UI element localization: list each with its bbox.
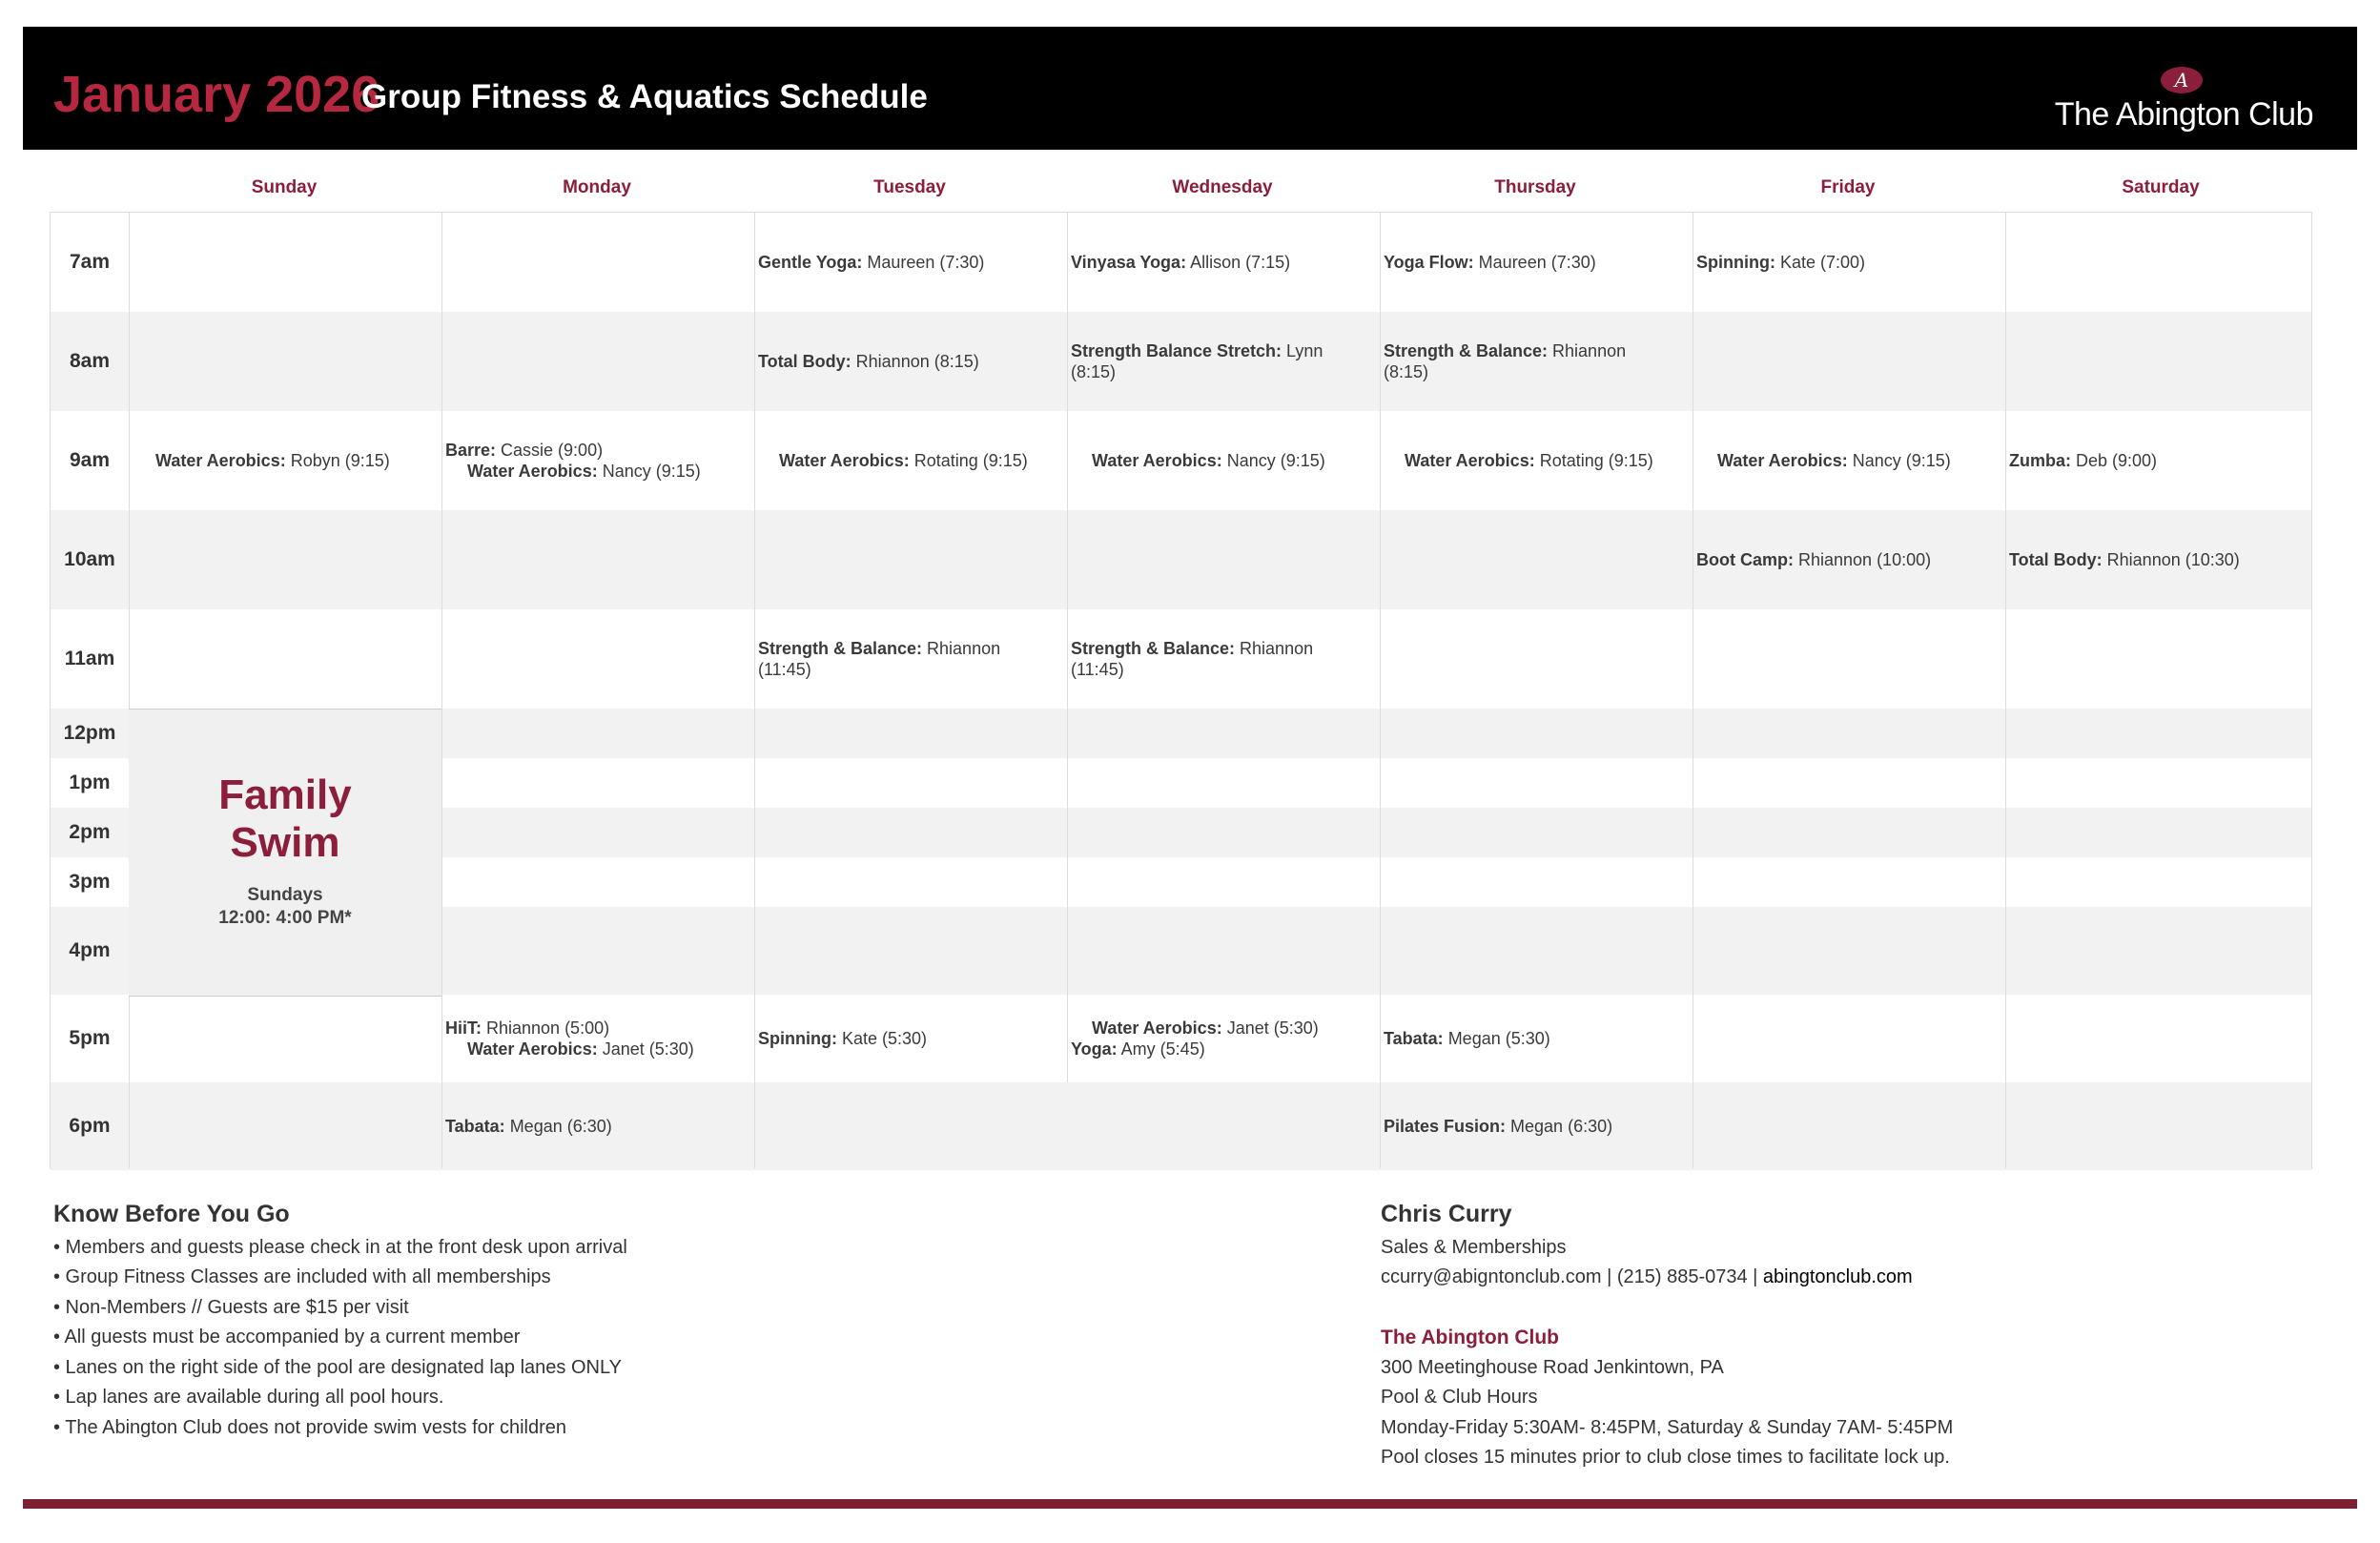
column-divider <box>129 213 130 1168</box>
column-divider <box>2005 213 2006 1168</box>
rule-item: • Group Fitness Classes are included with all memberships <box>53 1266 551 1287</box>
class-entry: Boot Camp: Rhiannon (10:00) <box>1696 550 1932 569</box>
class-entry: Tabata: Megan (6:30) <box>445 1117 612 1136</box>
day-wednesday: Wednesday <box>1172 177 1273 197</box>
class-entry: Water Aerobics: Janet (5:30) <box>467 1039 694 1059</box>
day-saturday: Saturday <box>2122 177 2200 197</box>
family-swim-days: Sundays <box>247 885 323 905</box>
class-entry: Water Aerobics: Nancy (9:15) <box>1717 451 1951 470</box>
class-entry: Strength Balance Stretch: Lynn (8:15) <box>1071 341 1323 381</box>
rule-item: • Non-Members // Guests are $15 per visit <box>53 1297 409 1318</box>
time-label: 5pm <box>69 1027 111 1049</box>
family-swim-title: Family <box>218 772 352 818</box>
time-label: 1pm <box>69 772 111 793</box>
class-entry: Water Aerobics: Rotating (9:15) <box>1405 451 1653 470</box>
class-entry: Water Aerobics: Nancy (9:15) <box>1092 451 1325 470</box>
class-entry: Strength & Balance: Rhiannon (8:15) <box>1384 341 1627 381</box>
class-entry: Yoga: Amy (5:45) <box>1071 1039 1205 1059</box>
day-friday: Friday <box>1820 177 1876 197</box>
class-entry: Water Aerobics: Robyn (9:15) <box>155 451 390 470</box>
pool-close-note: Pool closes 15 minutes prior to club close times to facilitate lock up. <box>1381 1447 1950 1468</box>
contact-name: Chris Curry <box>1381 1201 1512 1227</box>
class-entry: Total Body: Rhiannon (8:15) <box>758 352 979 371</box>
schedule-month: January 2026 <box>53 66 380 123</box>
class-entry: Spinning: Kate (5:30) <box>758 1029 928 1048</box>
day-sunday: Sunday <box>251 177 318 197</box>
club-logo <box>2037 67 2313 134</box>
column-divider <box>754 213 755 1168</box>
family-swim-block <box>129 709 441 997</box>
class-entry: Tabata: Megan (5:30) <box>1384 1029 1550 1048</box>
time-label: 2pm <box>69 821 111 843</box>
contact-details <box>1381 1266 1913 1288</box>
class-entry: Spinning: Kate (7:00) <box>1696 253 1866 272</box>
class-entry: Water Aerobics: Janet (5:30) <box>1092 1018 1319 1038</box>
class-entry: Gentle Yoga: Maureen (7:30) <box>758 253 985 272</box>
time-label: 4pm <box>69 939 111 961</box>
time-label: 7am <box>69 251 111 273</box>
contact-role: Sales & Memberships <box>1381 1237 1567 1258</box>
schedule-title: Group Fitness & Aquatics Schedule <box>361 78 928 115</box>
day-monday: Monday <box>563 177 631 197</box>
schedule-grid <box>50 212 2312 1169</box>
class-entry: Strength & Balance: Rhiannon (11:45) <box>1071 639 1314 679</box>
time-label: 6pm <box>69 1115 111 1137</box>
rule-item: • All guests must be accompanied by a current member <box>53 1327 521 1348</box>
time-label: 11am <box>64 648 115 669</box>
column-divider <box>1380 213 1381 1168</box>
website-link[interactable]: abingtonclub.com <box>1762 1266 1913 1287</box>
day-thursday: Thursday <box>1494 177 1576 197</box>
class-entry: Water Aerobics: Rotating (9:15) <box>779 451 1028 470</box>
logo-text: The Abington Club <box>2054 96 2313 133</box>
rule-item: • The Abington Club does not provide swim vests for children <box>53 1417 567 1438</box>
class-entry: Zumba: Deb (9:00) <box>2009 451 2158 470</box>
club-name: The Abington Club <box>1381 1327 1560 1348</box>
family-swim-title: Swim <box>230 819 340 866</box>
family-swim-hours: 12:00: 4:00 PM* <box>218 908 352 928</box>
class-entry: Vinyasa Yoga: Allison (7:15) <box>1071 253 1291 272</box>
column-divider <box>441 213 442 1168</box>
logo-mark-icon: A <box>2161 67 2203 93</box>
class-entry: Strength & Balance: Rhiannon (11:45) <box>758 639 1001 679</box>
time-label: 3pm <box>69 871 111 893</box>
time-label: 10am <box>64 548 115 570</box>
time-label: 8am <box>69 350 111 372</box>
class-entry: HiiT: Rhiannon (5:00) <box>445 1018 610 1038</box>
class-entry: Barre: Cassie (9:00) <box>445 441 604 460</box>
time-label: 9am <box>69 449 111 471</box>
class-entry: Yoga Flow: Maureen (7:30) <box>1384 253 1596 272</box>
rule-item: • Lanes on the right side of the pool are designated lap lanes ONLY <box>53 1357 622 1378</box>
bottom-rule <box>23 1499 2357 1509</box>
club-hours: Monday-Friday 5:30AM- 8:45PM, Saturday & Sunday 7AM- 5:45PM <box>1381 1417 1954 1438</box>
row-band <box>51 1082 2311 1170</box>
column-divider <box>1067 213 1068 1082</box>
rule-item: • Lap lanes are available during all pool hours. <box>53 1387 444 1408</box>
day-headers <box>50 177 2313 200</box>
know-before-title: Know Before You Go <box>53 1201 290 1227</box>
time-label: 12pm <box>63 722 116 744</box>
contact-email-phone: ccurry@abigntonclub.com | (215) 885-0734 | <box>1381 1266 1763 1287</box>
rule-item: • Members and guests please check in at the front desk upon arrival <box>53 1237 627 1258</box>
class-entry: Water Aerobics: Nancy (9:15) <box>467 462 701 481</box>
hours-title: Pool & Club Hours <box>1381 1387 1538 1408</box>
club-address: 300 Meetinghouse Road Jenkintown, PA <box>1381 1357 1724 1378</box>
header-banner <box>23 27 2357 150</box>
day-tuesday: Tuesday <box>873 177 946 197</box>
class-entry: Pilates Fusion: Megan (6:30) <box>1384 1117 1613 1136</box>
class-entry: Total Body: Rhiannon (10:30) <box>2009 550 2240 569</box>
